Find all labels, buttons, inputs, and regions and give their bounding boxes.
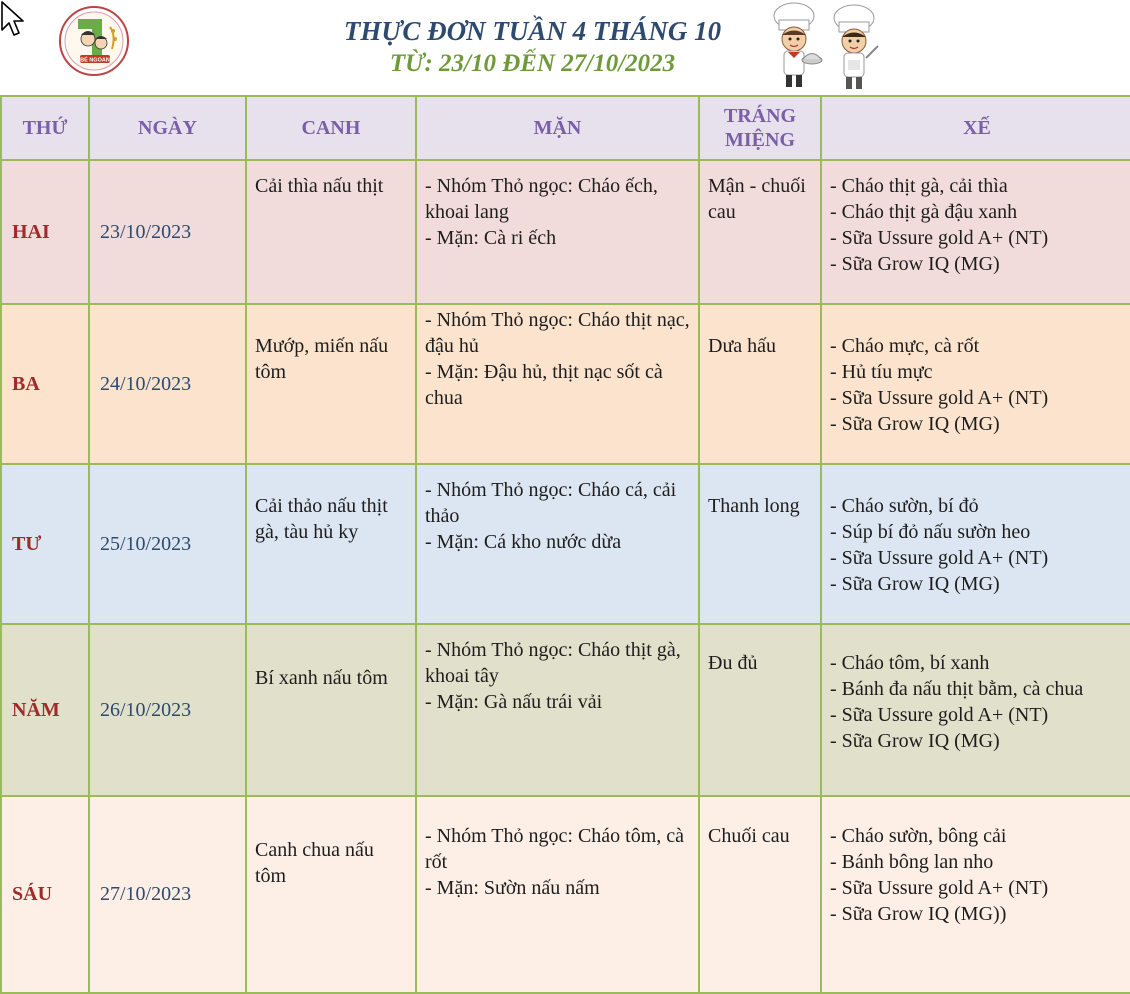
- title-block: [300, 14, 765, 80]
- man-cell: [416, 624, 699, 796]
- man-line: - Nhóm Thỏ ngọc: Cháo ếch, khoai lang: [425, 175, 658, 223]
- man-line: - Nhóm Thỏ ngọc: Cháo thịt gà, khoai tây: [425, 639, 681, 687]
- trang-mieng-cell: [699, 624, 821, 796]
- xe-line: - Sữa Ussure gold A+ (NT): [830, 704, 1049, 726]
- xe-line: - Súp bí đỏ nấu sườn heo: [830, 521, 1031, 543]
- table-header-row: [1, 96, 1130, 160]
- column-header-trang-mieng: TRÁNG MIỆNG: [699, 96, 821, 160]
- canh-cell: [246, 624, 416, 796]
- xe-line: - Sữa Ussure gold A+ (NT): [830, 387, 1049, 409]
- xe-line: - Cháo mực, cà rốt: [830, 335, 980, 357]
- xe-line: - Hủ tíu mực: [830, 361, 933, 383]
- date-cell: 24/10/2023: [89, 304, 246, 464]
- man-line: - Mặn: Cá kho nước dừa: [425, 531, 622, 553]
- xe-line: - Cháo thịt gà, cải thìa: [830, 175, 1008, 197]
- page-subtitle-date-range: TỪ: 23/10 ĐẾN 27/10/2023: [389, 50, 676, 77]
- day-cell: HAI: [1, 160, 89, 304]
- man-line: - Nhóm Thỏ ngọc: Cháo cá, cải thảo: [425, 479, 677, 527]
- canh-cell: [246, 464, 416, 624]
- xe-line: - Cháo thịt gà đậu xanh: [830, 201, 1018, 223]
- table-row: [1, 796, 1130, 993]
- man-cell: [416, 304, 699, 464]
- weekly-menu-table: [0, 95, 1130, 994]
- canh-line: Bí xanh nấu tôm: [255, 667, 388, 689]
- table-row: [1, 160, 1130, 304]
- trang-mieng-cell: [699, 304, 821, 464]
- date-cell: 23/10/2023: [89, 160, 246, 304]
- xe-cell: [821, 464, 1130, 624]
- day-cell: BA: [1, 304, 89, 464]
- trang-mieng-cell: [699, 796, 821, 993]
- canh-cell: [246, 160, 416, 304]
- trang-mieng-cell: [699, 464, 821, 624]
- svg-text:BÉ NGOAN: BÉ NGOAN: [80, 57, 110, 64]
- column-header-xe: XẾ: [821, 96, 1130, 160]
- xe-line: - Cháo sườn, bông cải: [830, 825, 1007, 847]
- xe-line: - Sữa Ussure gold A+ (NT): [830, 877, 1049, 899]
- xe-line: - Sữa Ussure gold A+ (NT): [830, 547, 1049, 569]
- trang-mieng-cell: [699, 160, 821, 304]
- trang-mieng-line: Thanh long: [708, 495, 800, 517]
- column-header-ngay: NGÀY: [89, 96, 246, 160]
- man-line: - Nhóm Thỏ ngọc: Cháo tôm, cà rốt: [425, 825, 685, 873]
- day-cell: SÁU: [1, 796, 89, 993]
- xe-line: - Sữa Grow IQ (MG): [830, 253, 1000, 275]
- trang-mieng-line: Mận - chuối cau: [708, 175, 806, 223]
- xe-line: - Sữa Grow IQ (MG): [830, 573, 1000, 595]
- page-title: THỰC ĐƠN TUẦN 4 THÁNG 10: [343, 16, 722, 46]
- chef-kids-illustration: [762, 2, 886, 92]
- xe-line: - Sữa Grow IQ (MG): [830, 413, 1000, 435]
- man-cell: [416, 796, 699, 993]
- table-row: [1, 624, 1130, 796]
- xe-cell: [821, 796, 1130, 993]
- canh-line: Mướp, miến nấu tôm: [255, 335, 389, 383]
- man-line: - Mặn: Sườn nấu nấm: [425, 877, 600, 899]
- xe-line: - Cháo tôm, bí xanh: [830, 652, 990, 674]
- trang-mieng-line: Dưa hấu: [708, 335, 777, 357]
- mouse-cursor-icon: [0, 0, 26, 38]
- canh-line: Canh chua nấu tôm: [255, 839, 374, 887]
- column-header-man: MẶN: [416, 96, 699, 160]
- xe-cell: [821, 624, 1130, 796]
- canh-line: Cải thìa nấu thịt: [255, 175, 384, 197]
- day-cell: NĂM: [1, 624, 89, 796]
- xe-cell: [821, 304, 1130, 464]
- table-row: [1, 304, 1130, 464]
- trang-mieng-line: Chuối cau: [708, 825, 790, 847]
- xe-line: - Sữa Grow IQ (MG)): [830, 903, 1007, 925]
- date-cell: 25/10/2023: [89, 464, 246, 624]
- man-line: - Mặn: Cà ri ếch: [425, 227, 557, 249]
- canh-cell: [246, 304, 416, 464]
- xe-line: - Bánh đa nấu thịt bằm, cà chua: [830, 678, 1084, 700]
- man-line: - Mặn: Đậu hủ, thịt nạc sốt cà chua: [425, 361, 663, 409]
- man-cell: [416, 464, 699, 624]
- trang-mieng-line: Đu đủ: [708, 652, 758, 674]
- date-cell: 27/10/2023: [89, 796, 246, 993]
- date-cell: 26/10/2023: [89, 624, 246, 796]
- man-cell: [416, 160, 699, 304]
- table-row: [1, 464, 1130, 624]
- column-header-canh: CANH: [246, 96, 416, 160]
- xe-line: - Bánh bông lan nho: [830, 851, 994, 873]
- xe-line: - Sữa Grow IQ (MG): [830, 730, 1000, 752]
- day-cell: TƯ: [1, 464, 89, 624]
- man-line: - Mặn: Gà nấu trái vải: [425, 691, 603, 713]
- xe-line: - Cháo sườn, bí đỏ: [830, 495, 979, 517]
- xe-line: - Sữa Ussure gold A+ (NT): [830, 227, 1049, 249]
- man-line: - Nhóm Thỏ ngọc: Cháo thịt nạc, đậu hủ: [425, 309, 690, 357]
- canh-line: Cải thảo nấu thịt gà, tàu hủ ky: [255, 495, 388, 543]
- school-logo: [58, 5, 130, 77]
- column-header-thu: THỨ: [1, 96, 89, 160]
- canh-cell: [246, 796, 416, 993]
- xe-cell: [821, 160, 1130, 304]
